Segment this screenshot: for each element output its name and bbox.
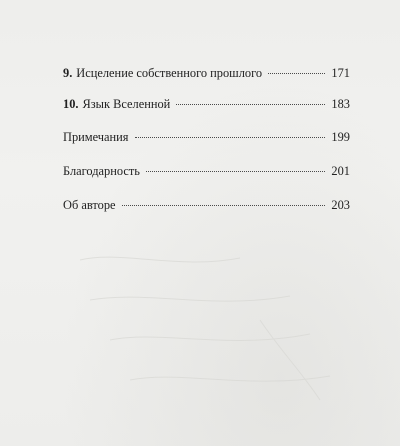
show-through-text	[60, 230, 360, 420]
dot-leader	[135, 136, 326, 138]
dot-leader	[122, 204, 326, 206]
dot-leader	[176, 103, 325, 105]
page-number: 201	[331, 164, 350, 178]
toc-entry-about-author	[63, 196, 350, 214]
page-number: 171	[331, 66, 350, 80]
page-number: 203	[331, 198, 350, 212]
chapter-title: Исцеление собственного прошлого	[76, 66, 263, 80]
chapter-number: 10.	[63, 97, 79, 111]
toc-entry-acknowledgements	[63, 162, 350, 180]
toc-entry-notes	[63, 128, 350, 146]
page-number: 183	[331, 97, 350, 111]
toc-entry-10	[63, 95, 350, 113]
dot-leader	[146, 170, 325, 172]
page-number: 199	[331, 130, 350, 144]
dot-leader	[268, 72, 325, 74]
section-title: Благодарность	[63, 164, 140, 178]
chapter-title: Язык Вселенной	[82, 97, 171, 111]
toc-entry-9	[63, 64, 350, 82]
chapter-number: 9.	[63, 66, 73, 80]
section-title: Примечания	[63, 130, 129, 144]
section-title: Об авторе	[63, 198, 116, 212]
